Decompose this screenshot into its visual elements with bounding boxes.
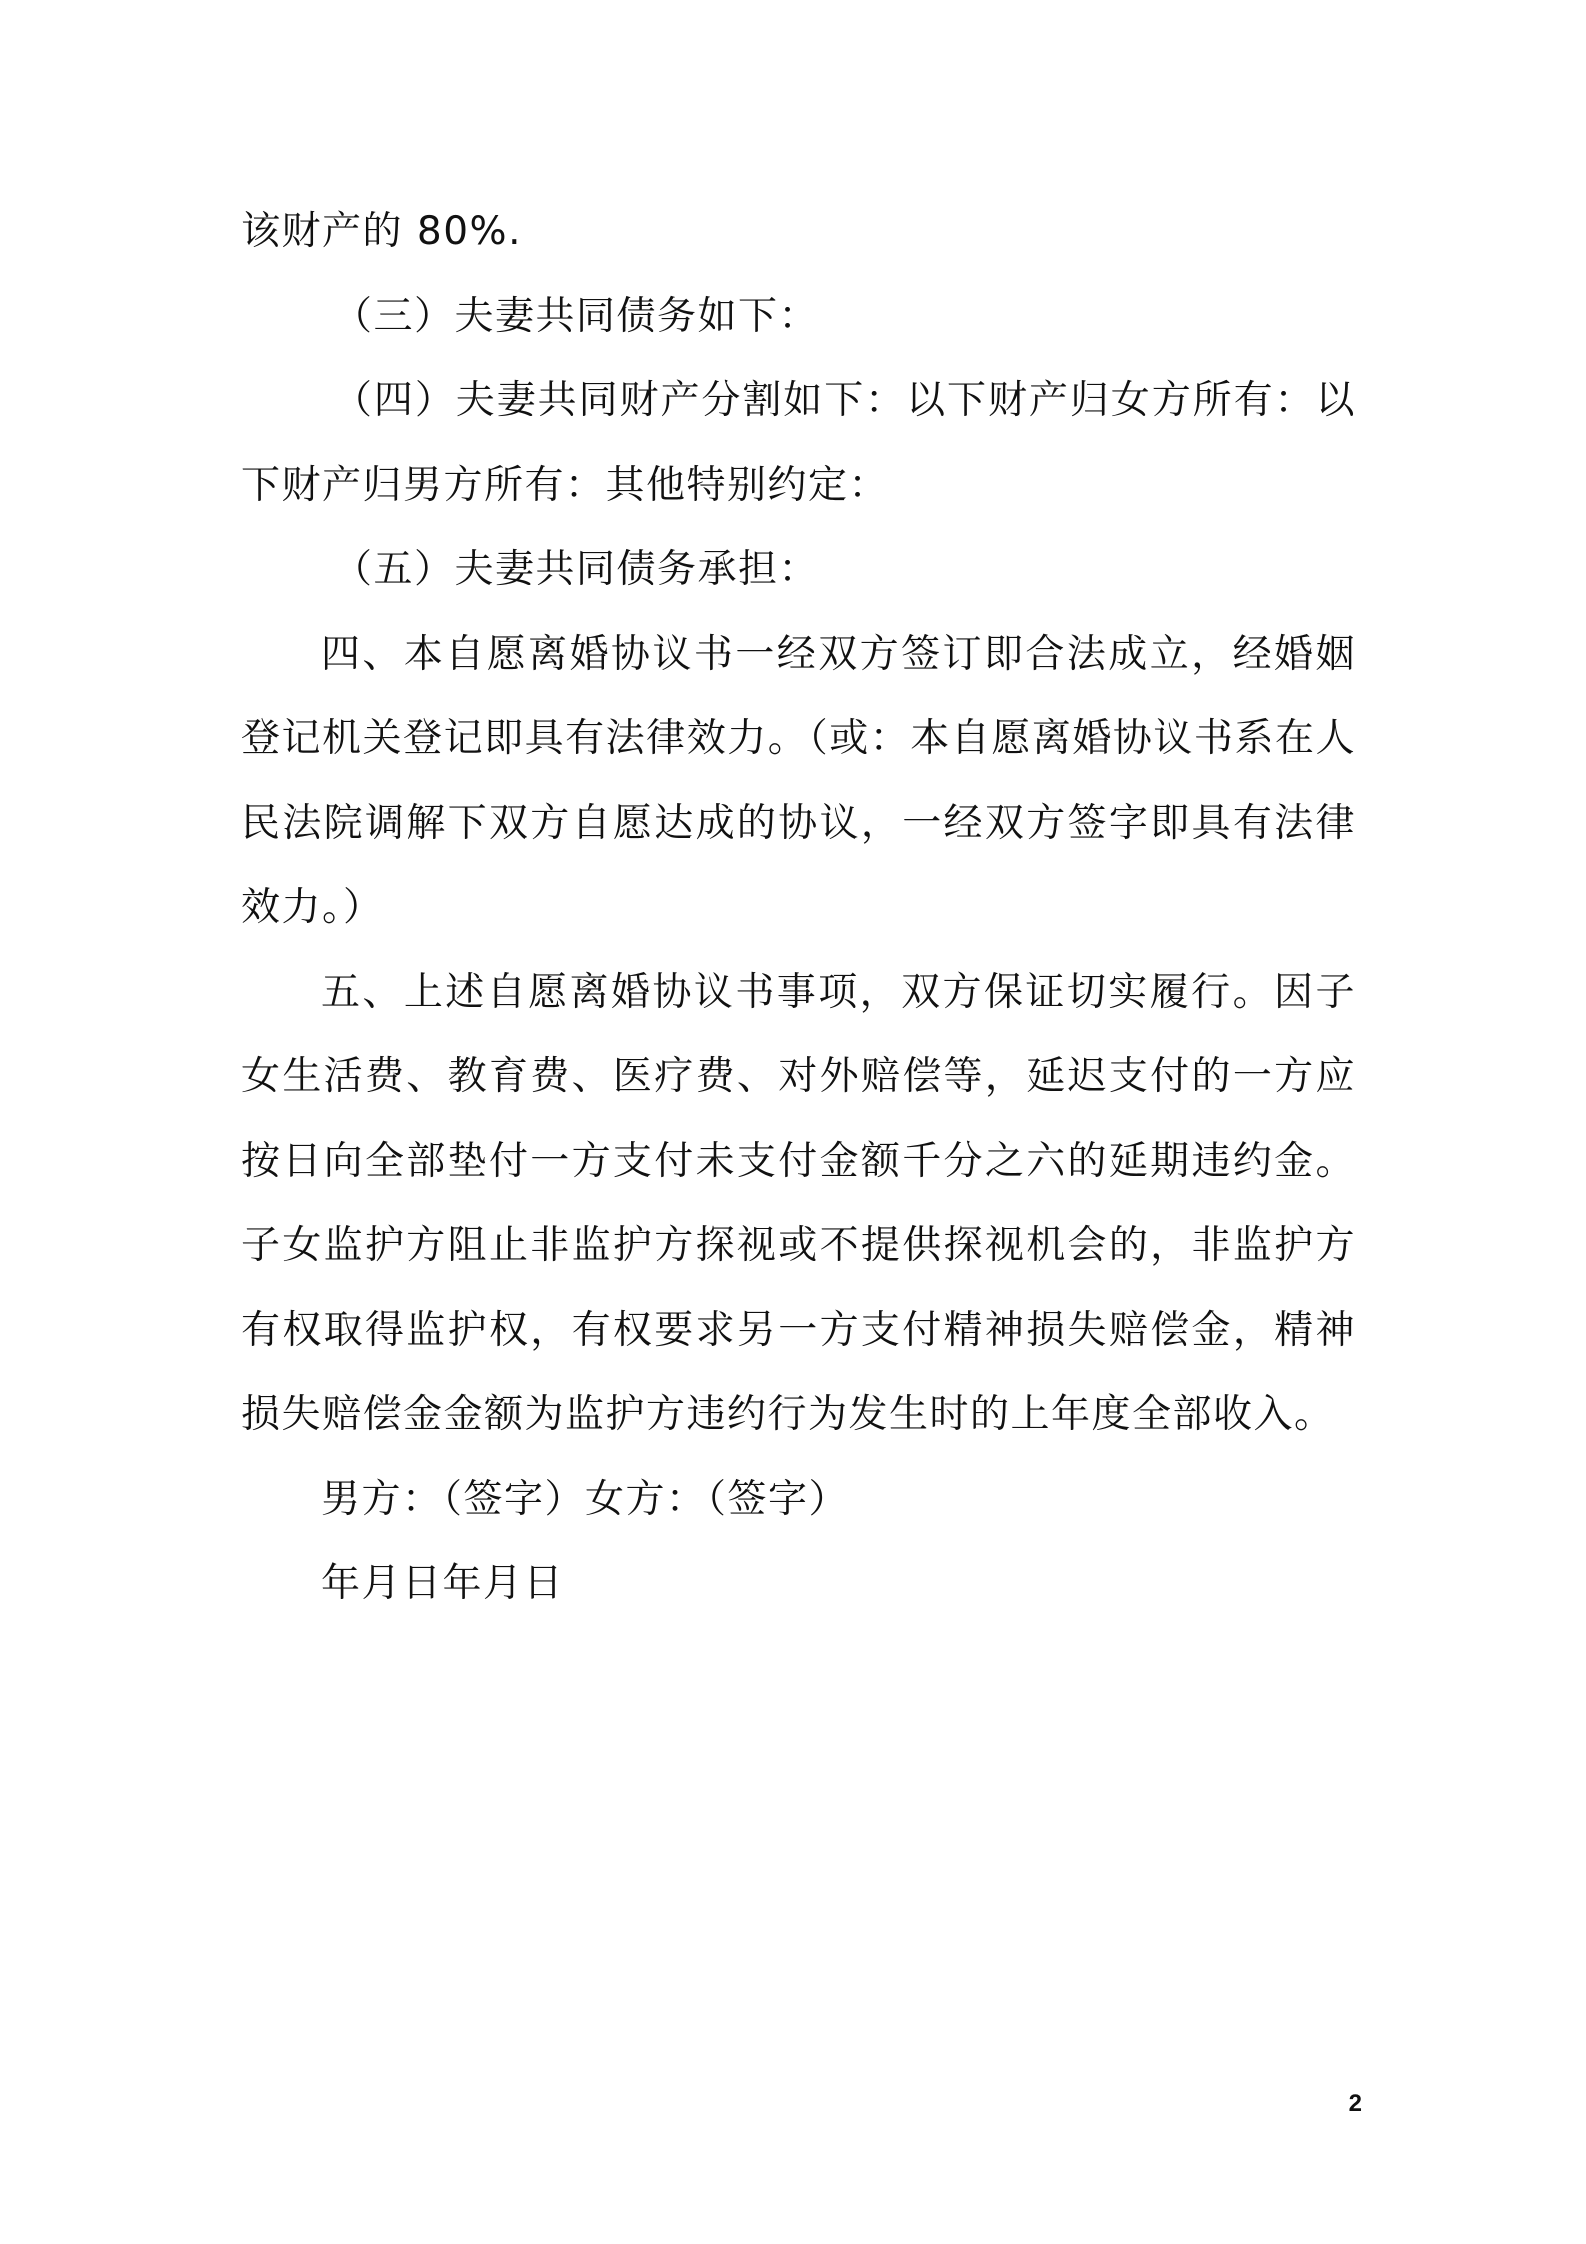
paragraph-joint-debts: （三）夫妻共同债务如下：: [333, 293, 820, 339]
paragraph-legal-effect: 四、本自愿离婚协议书一经双方签订即合法成立，经婚姻登记机关登记即具有法律效力。（或：本自愿离婚协议书系在人民法院调解下双方自愿达成的协议，一经双方签字即具有法律效力。）: [241, 631, 1356, 930]
document-body: [241, 190, 1356, 1627]
page-number: 2: [1348, 2090, 1362, 2117]
paragraph-property-division: （四）夫妻共同财产分割如下：以下财产归女方所有：以下财产归男方所有：其他特别约定：: [241, 378, 1356, 508]
paragraph-property-percentage: 该财产的 80%.: [241, 209, 522, 254]
paragraph-debt-assumption: （五）夫妻共同债务承担：: [333, 547, 820, 592]
date-line: 年月日年月日: [321, 1561, 565, 1606]
paragraph-performance-guarantee: 五、上述自愿离婚协议书事项，双方保证切实履行。因子女生活费、教育费、医疗费、对外赔偿等，延迟支付的一方应按日向全部垫付一方支付未支付金额千分之六的延期违约金。子女监护方阻止非监护方探视或不提供探视机会的，非监护方有权取得监护权，有权要求另一方支付精神损失赔偿金，精神损失赔偿金金额为监护方违约行为发生时的上年度全部收入。: [241, 969, 1356, 1437]
signature-line: 男方：（签字）女方：（签字）: [321, 1476, 850, 1522]
